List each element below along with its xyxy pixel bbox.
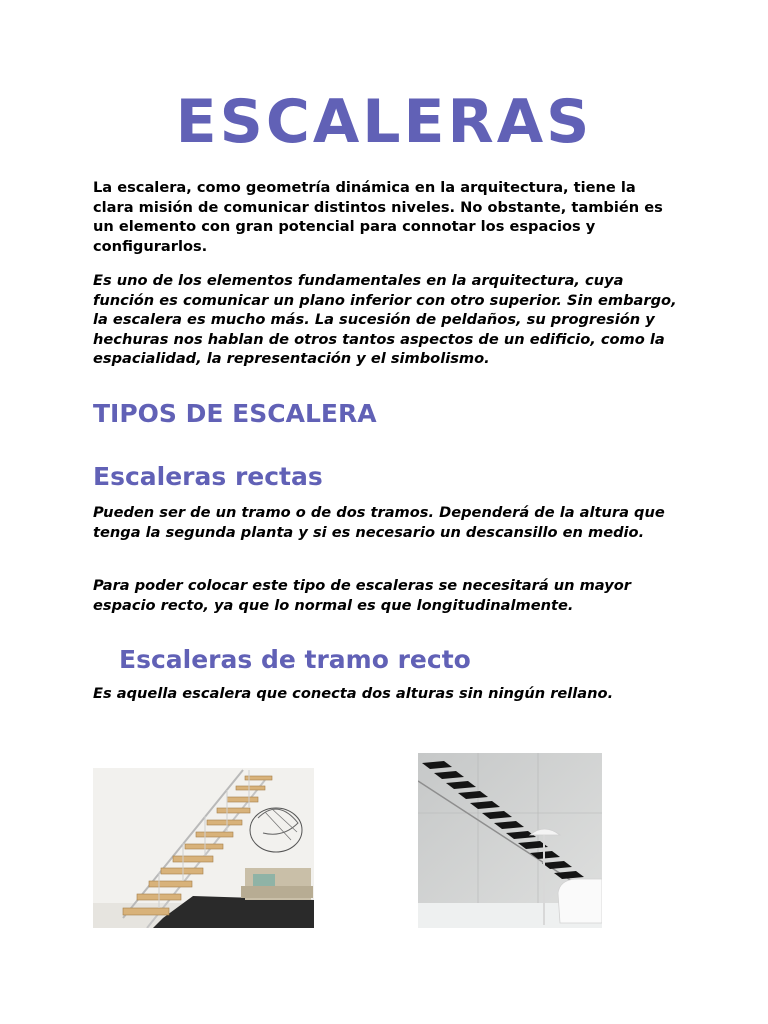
tramo-paragraph: Es aquella escalera que conecta dos alturas sin ningún rellano.: [93, 685, 614, 702]
subsection-heading: Escaleras rectas: [93, 462, 323, 491]
rectas-paragraph-1: Pueden ser de un tramo o de dos tramos. Dependerá de la altura que tenga la segunda planta y si es necesario un descansillo en medio.: [93, 504, 665, 541]
section-heading: TIPOS DE ESCALERA: [93, 399, 377, 428]
rectas-paragraph-2: Para poder colocar este tipo de escaleras se necesitará un mayor espacio recto, ya que lo normal es que longitudinalmente.: [93, 577, 631, 614]
page-title: ESCALERAS: [175, 87, 593, 157]
intro-paragraph: La escalera, como geometría dinámica en la arquitectura, tiene la clara misión de comunicar distintos niveles. No obstante, también es un elemento con gran potencial para connotar los espacios y configurarlos.: [93, 179, 663, 255]
wooden-staircase-photo: [93, 768, 314, 928]
definition-paragraph: Es uno de los elementos fundamentales en la arquitectura, cuya función es comunicar un plano inferior con otro superior. Sin embargo, la escalera es mucho más. La sucesión de peldaños, su progresión y hechuras nos hablan de otros tantos aspectos de un edificio, como la espacialidad, la representación y el simbolismo.: [93, 272, 677, 368]
floating-staircase-photo: [418, 753, 602, 928]
sub-subsection-heading: Escaleras de tramo recto: [119, 645, 471, 674]
